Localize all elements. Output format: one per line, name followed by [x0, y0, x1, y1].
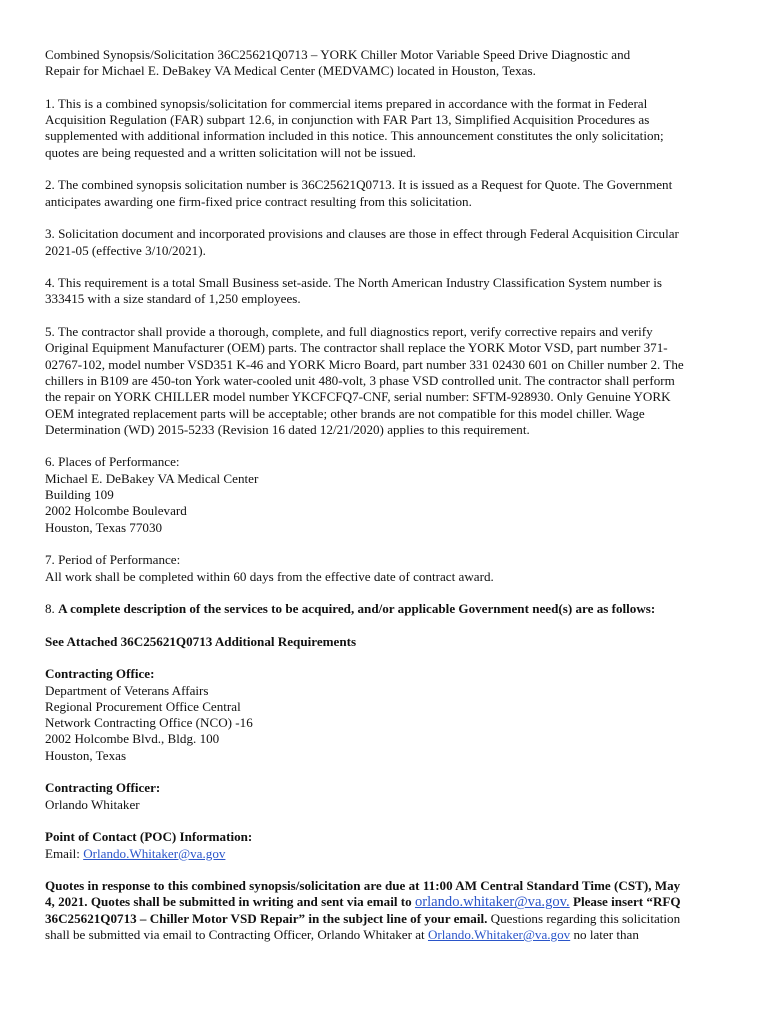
text-line: supplemented with additional information included in this notice. This announcement constitutes the only solicitation;: [45, 128, 664, 144]
address-line: Houston, Texas: [45, 747, 127, 763]
places-of-performance: [45, 454, 725, 535]
quotes-text: Questions regarding this solicitation: [487, 910, 681, 926]
poc-email-link[interactable]: Orlando.Whitaker@va.gov: [83, 845, 226, 861]
text-line: quotes are being requested and a written solicitation will not be issued.: [45, 144, 416, 160]
attached-requirements-text: See Attached 36C25621Q0713 Additional Requirements: [45, 633, 357, 649]
paragraph-5: [45, 324, 725, 438]
contracting-officer-block: [45, 780, 725, 813]
quotes-text: Quotes in response to this combined synopsis/solicitation are due at 11:00 AM Central Standard Time (CST), May: [45, 878, 681, 894]
text-line: 02767-102, model number VSD351 K-46 and YORK Micro Board, part number 331 02430 601 on Chiller number 2. The: [45, 356, 684, 372]
text-line: Building 109: [45, 487, 114, 503]
paragraph-4: [45, 275, 725, 308]
paragraph-8: [45, 601, 725, 617]
address-line: Regional Procurement Office Central: [45, 698, 241, 714]
text-line: 4. This requirement is a total Small Business set-aside. The North American Industry Classification System number is: [45, 275, 663, 291]
text-line: 7. Period of Performance:: [45, 552, 181, 568]
text-line: 2. The combined synopsis solicitation number is 36C25621Q0713. It is issued as a Request for Quote. The Government: [45, 177, 673, 193]
address-line: Network Contracting Office (NCO) -16: [45, 715, 253, 731]
text-line: 3. Solicitation document and incorporated provisions and clauses are those in effect through Federal Acquisition Circular: [45, 226, 679, 242]
quotes-subject-instruction: 36C25621Q0713 – Chiller Motor VSD Repair” in the subject line of your email.: [45, 910, 488, 926]
text-line: anticipates awarding one firm-fixed price contract resulting from this solicitation.: [45, 193, 472, 209]
text-line: 1. This is a combined synopsis/solicitation for commercial items prepared in accordance with the format in Federal: [45, 95, 648, 111]
text-line: 6. Places of Performance:: [45, 454, 180, 470]
text-line: All work shall be completed within 60 days from the effective date of contract award.: [45, 568, 494, 584]
text-line: the repair on YORK CHILLER model number YKCFCFQ7-CNF, serial number: SFTM-928930. Only Genuine YORK: [45, 389, 671, 405]
text-line: Houston, Texas 77030: [45, 519, 163, 535]
title-line: Repair for Michael E. DeBakey VA Medical Center (MEDVAMC) located in Houston, Texas.: [45, 63, 536, 79]
text-line: chillers in B109 are 450-ton York water-cooled unit 480-volt, 3 phase VSD controlled unit. The contractor shall perform: [45, 372, 675, 388]
paragraph-1: [45, 96, 725, 161]
email-label: Email:: [45, 845, 84, 861]
quotes-text: shall be submitted via email to Contracting Officer, Orlando Whitaker at: [45, 927, 428, 943]
contracting-officer-heading: Contracting Officer:: [45, 780, 161, 796]
text-line: Original Equipment Manufacturer (OEM) parts. The contractor shall replace the YORK Motor VSD, part number 371-: [45, 340, 668, 356]
contracting-office-heading: Contracting Office:: [45, 666, 155, 682]
text-line: 333415 with a size standard of 1,250 employees.: [45, 291, 301, 307]
period-of-performance: [45, 552, 725, 585]
poc-heading: Point of Contact (POC) Information:: [45, 829, 253, 845]
text-line: Michael E. DeBakey VA Medical Center: [45, 470, 259, 486]
submission-email-link[interactable]: orlando.whitaker@va.gov.: [414, 894, 570, 911]
text-line: OEM integrated replacement parts will be acceptable; other brands are not compatible for this model chiller. Wage: [45, 405, 645, 421]
contracting-office-block: [45, 666, 725, 764]
document-page: [45, 47, 725, 960]
contracting-officer-name: Orlando Whitaker: [45, 796, 140, 812]
address-line: 2002 Holcombe Blvd., Bldg. 100: [45, 731, 220, 747]
text-line: 2002 Holcombe Boulevard: [45, 503, 187, 519]
quotes-text: 4, 2021. Quotes shall be submitted in writing and sent via email to: [45, 894, 415, 910]
text-line: 5. The contractor shall provide a thorough, complete, and full diagnostics report, verify corrective repairs and verify: [45, 324, 653, 340]
attached-requirements: [45, 634, 725, 650]
poc-block: [45, 829, 725, 862]
text-line: Determination (WD) 2015-5233 (Revision 16 dated 12/21/2020) applies to this requirement.: [45, 421, 530, 437]
text-line: 2021-05 (effective 3/10/2021).: [45, 242, 206, 258]
text-line: Acquisition Regulation (FAR) subpart 12.6, in conjunction with FAR Part 13, Simplified Acquisition Procedures as: [45, 112, 650, 128]
address-line: Department of Veterans Affairs: [45, 682, 209, 698]
title-line: Combined Synopsis/Solicitation 36C25621Q0713 – YORK Chiller Motor Variable Speed Drive Diagnostic and: [45, 47, 631, 62]
paragraph-number: 8.: [45, 601, 59, 617]
paragraph-2: [45, 177, 725, 210]
document-title: [45, 47, 725, 80]
services-description-heading: A complete description of the services to be acquired, and/or applicable Government need(s) are as follows:: [58, 601, 656, 617]
paragraph-3: [45, 226, 725, 259]
quotes-text: Please insert “RFQ: [569, 894, 681, 910]
questions-email-link[interactable]: Orlando.Whitaker@va.gov: [427, 927, 571, 943]
quotes-text: no later than: [570, 927, 639, 943]
quotes-paragraph: [45, 878, 725, 943]
